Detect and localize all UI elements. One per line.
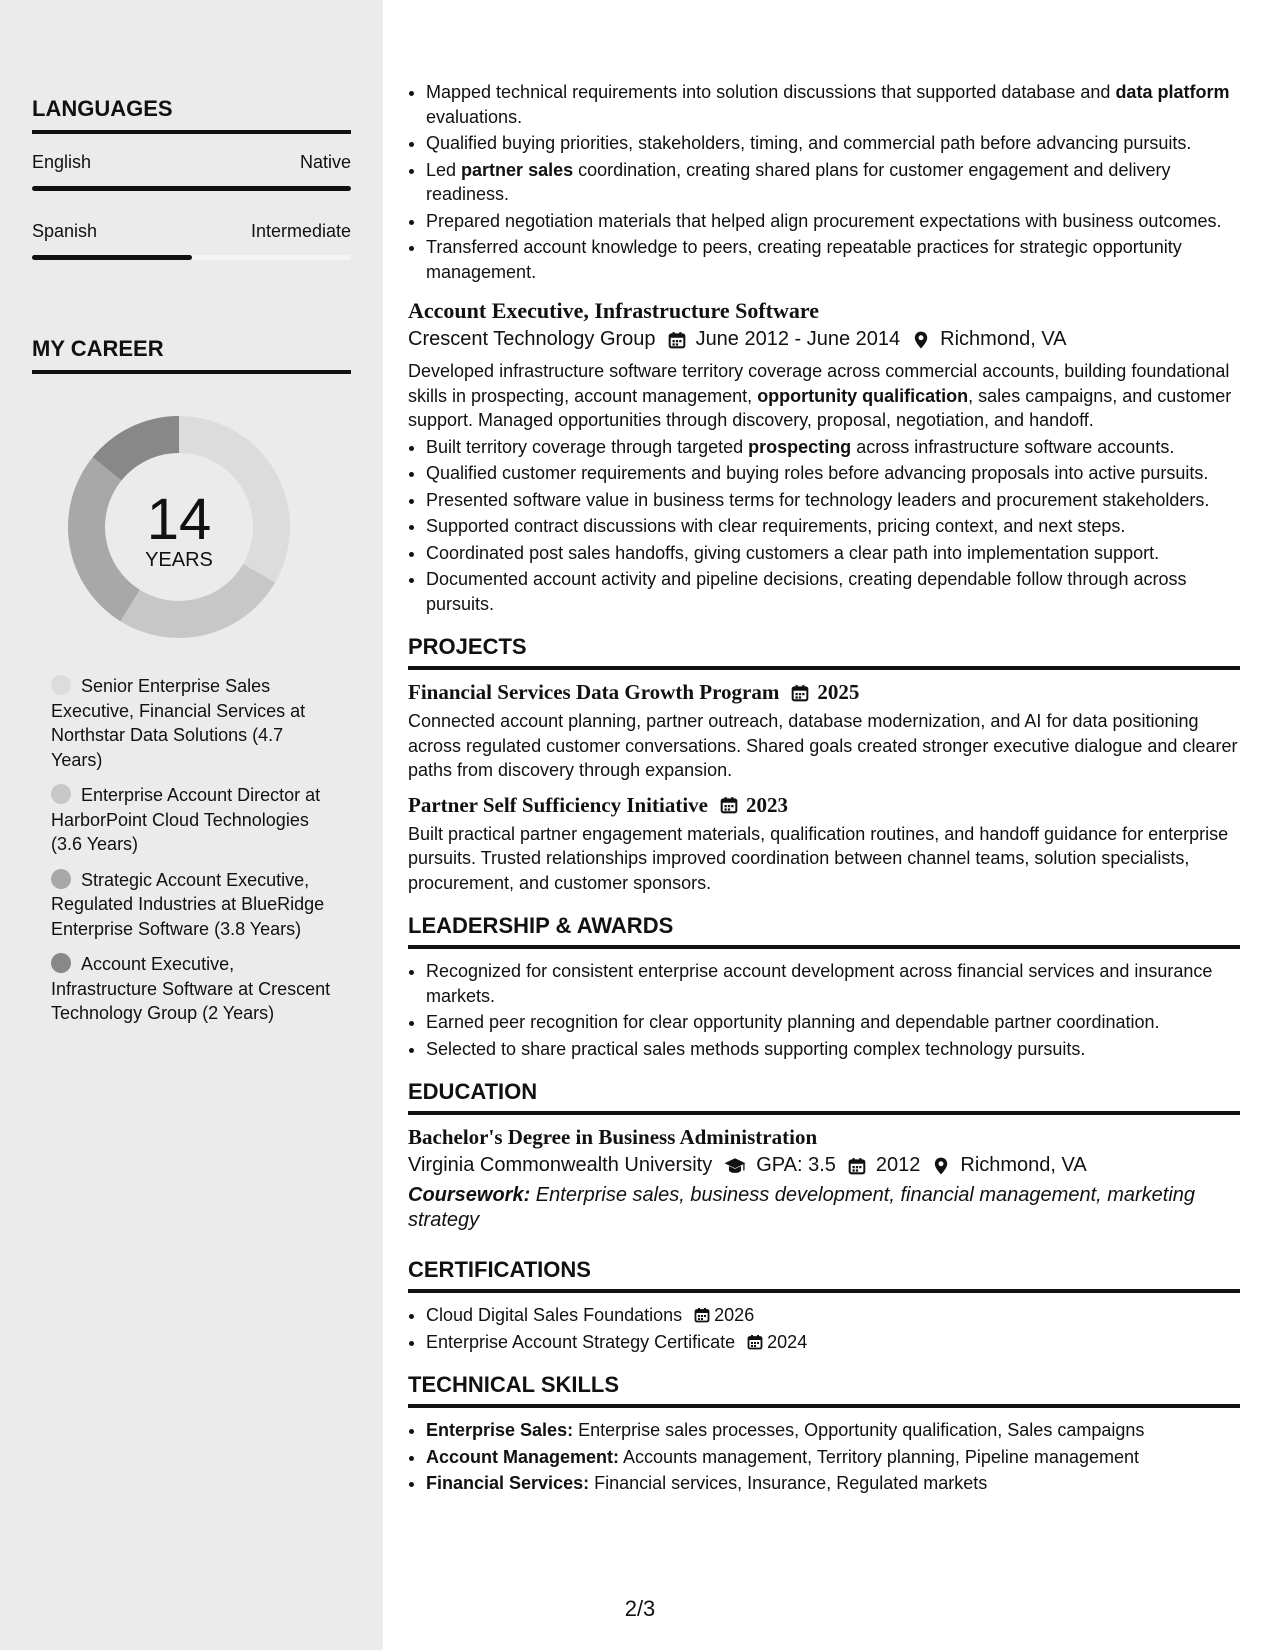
legend-swatch: [51, 953, 71, 973]
calendar-icon: [747, 1334, 763, 1350]
certification-year: 2026: [714, 1305, 755, 1325]
sidebar: [0, 0, 383, 1650]
bullet-item: • Led partner sales coordination, creating shared plans for customer engagement and delivery readiness.: [426, 158, 1240, 207]
job-location: Richmond, VA: [940, 328, 1067, 350]
bullet-item: • Supported contract discussions with clear requirements, pricing context, and next steps.: [426, 514, 1240, 539]
language-spanish: [32, 221, 351, 260]
job-summary: Developed infrastructure software territory coverage across commercial accounts, building foundational skills in prospecting, account management, opportunity qualification, sales campaigns, and customer support. Managed opportunities through discovery, proposal, negotiation, and handoff.: [408, 361, 1232, 430]
career-legend-text: Account Executive, Infrastructure Software at Crescent Technology Group (2 Years): [51, 954, 331, 1023]
education-location: Richmond, VA: [960, 1154, 1087, 1176]
career-legend-item: [51, 868, 331, 942]
career-legend-text: Senior Enterprise Sales Executive, Financial Services at Northstar Data Solutions (4.7 Years): [51, 676, 306, 770]
job-meta: [408, 328, 1240, 351]
career-heading: MY CAREER: [32, 336, 351, 374]
project-description: Built practical partner engagement materials, qualification routines, and handoff guidance for enterprise pursuits. Trusted relationships improved coordination between channel teams, solution specialists, procurement, and customer sponsors.: [408, 823, 1229, 893]
language-proficiency-fill: [32, 186, 351, 191]
career-legend-item: [51, 674, 331, 772]
bullet-item: • Presented software value in business terms for technology leaders and procurement stakeholders.: [426, 488, 1240, 513]
career-total-years: 14: [146, 487, 212, 552]
certification-item: • Cloud Digital Sales Foundations 2026: [426, 1303, 1240, 1328]
bullet-item: • Coordinated post sales handoffs, giving customers a clear path into implementation support.: [426, 541, 1240, 566]
leadership-item: • Selected to share practical sales methods supporting complex technology pursuits.: [426, 1037, 1240, 1062]
project-year: 2025: [817, 680, 860, 704]
language-name: Spanish: [32, 221, 98, 241]
skills-list: [408, 1418, 1240, 1496]
legend-swatch: [51, 784, 71, 804]
leadership-list: [408, 959, 1240, 1061]
job-dates: June 2012 - June 2014: [695, 328, 901, 350]
skill-item: • Enterprise Sales: Enterprise sales processes, Opportunity qualification, Sales campaigns: [426, 1418, 1240, 1443]
leadership-item: • Earned peer recognition for clear opportunity planning and dependable partner coordination.: [426, 1010, 1240, 1035]
certifications-heading: CERTIFICATIONS: [408, 1257, 1240, 1293]
calendar-icon: [848, 1157, 866, 1175]
education-year: 2012: [875, 1154, 921, 1176]
career-legend-item: [51, 952, 331, 1026]
career-legend-text: Enterprise Account Director at HarborPoint Cloud Technologies (3.6 Years): [51, 785, 321, 854]
education-coursework: Coursework: Enterprise sales, business development, financial management, marketing strategy: [408, 1184, 1196, 1231]
main-content: [408, 80, 1240, 1498]
legend-swatch: [51, 675, 71, 695]
previous-job-bullets: [408, 80, 1240, 284]
project-title: Partner Self Sufficiency Initiative 2023: [408, 792, 788, 817]
education-degree: Bachelor's Degree in Business Administration: [408, 1125, 818, 1149]
education-school: Virginia Commonwealth University: [408, 1154, 713, 1176]
education-meta: [408, 1154, 1240, 1177]
bullet-item: • Qualified customer requirements and buying roles before advancing proposals into active pursuits.: [426, 461, 1240, 486]
project-title: Financial Services Data Growth Program 2025: [408, 680, 860, 704]
education-gpa: GPA: 3.5: [756, 1154, 836, 1176]
language-english: [32, 152, 351, 191]
page-number: 2/3: [624, 1596, 656, 1621]
bullet-item: • Mapped technical requirements into solution discussions that supported database and data platform evaluations.: [426, 80, 1240, 129]
location-pin-icon: [932, 1157, 950, 1175]
language-proficiency-bar: [32, 255, 351, 260]
skill-item: • Financial Services: Financial services, Insurance, Regulated markets: [426, 1471, 1240, 1496]
leadership-item: • Recognized for consistent enterprise account development across financial services and insurance markets.: [426, 959, 1240, 1008]
calendar-icon: [694, 1307, 710, 1323]
skill-item: • Account Management: Accounts management, Territory planning, Pipeline management: [426, 1445, 1240, 1470]
bullet-item: • Transferred account knowledge to peers, creating repeatable practices for strategic opportunity management.: [426, 235, 1240, 284]
graduation-cap-icon: [724, 1157, 746, 1175]
location-pin-icon: [912, 331, 930, 349]
skills-heading: TECHNICAL SKILLS: [408, 1372, 1240, 1408]
languages-heading: LANGUAGES: [32, 96, 351, 134]
language-level: Native: [299, 152, 351, 172]
career-legend-item: [51, 783, 331, 857]
career-years-label: YEARS: [145, 549, 213, 571]
career-legend-text: Strategic Account Executive, Regulated Industries at BlueRidge Enterprise Software (3.8 Years): [51, 869, 325, 939]
calendar-icon: [720, 796, 738, 814]
project-year: 2023: [745, 792, 788, 817]
language-proficiency-bar: [32, 186, 351, 191]
job-bullets: [408, 435, 1240, 617]
education-heading: EDUCATION: [408, 1079, 1240, 1115]
certifications-list: [408, 1303, 1240, 1354]
language-proficiency-fill: [32, 255, 192, 260]
bullet-item: • Documented account activity and pipeline decisions, creating dependable follow through across pursuits.: [426, 567, 1240, 616]
bullet-item: • Built territory coverage through targeted prospecting across infrastructure software accounts.: [426, 435, 1240, 460]
language-level: Intermediate: [250, 221, 351, 241]
job-title: Account Executive, Infrastructure Software: [408, 298, 819, 323]
donut-segment: [120, 564, 275, 638]
calendar-icon: [791, 684, 809, 702]
language-name: English: [32, 152, 92, 172]
certification-year: 2024: [767, 1331, 808, 1352]
legend-swatch: [51, 869, 71, 889]
project-description: Connected account planning, partner outreach, database modernization, and AI for data positioning across regulated customer conversations. Shared goals created stronger executive dialogue and clearer paths from discovery through expansion.: [408, 711, 1238, 780]
calendar-icon: [668, 331, 686, 349]
certification-item: • Enterprise Account Strategy Certificate 2024: [426, 1330, 1240, 1355]
bullet-item: • Qualified buying priorities, stakeholders, timing, and commercial path before advancing pursuits.: [426, 131, 1240, 156]
leadership-heading: LEADERSHIP & AWARDS: [408, 913, 1240, 949]
projects-heading: PROJECTS: [408, 634, 1240, 670]
job-company: Crescent Technology Group: [408, 328, 656, 350]
career-legend: [51, 674, 331, 1037]
bullet-item: • Prepared negotiation materials that helped align procurement expectations with business outcomes.: [426, 209, 1240, 234]
